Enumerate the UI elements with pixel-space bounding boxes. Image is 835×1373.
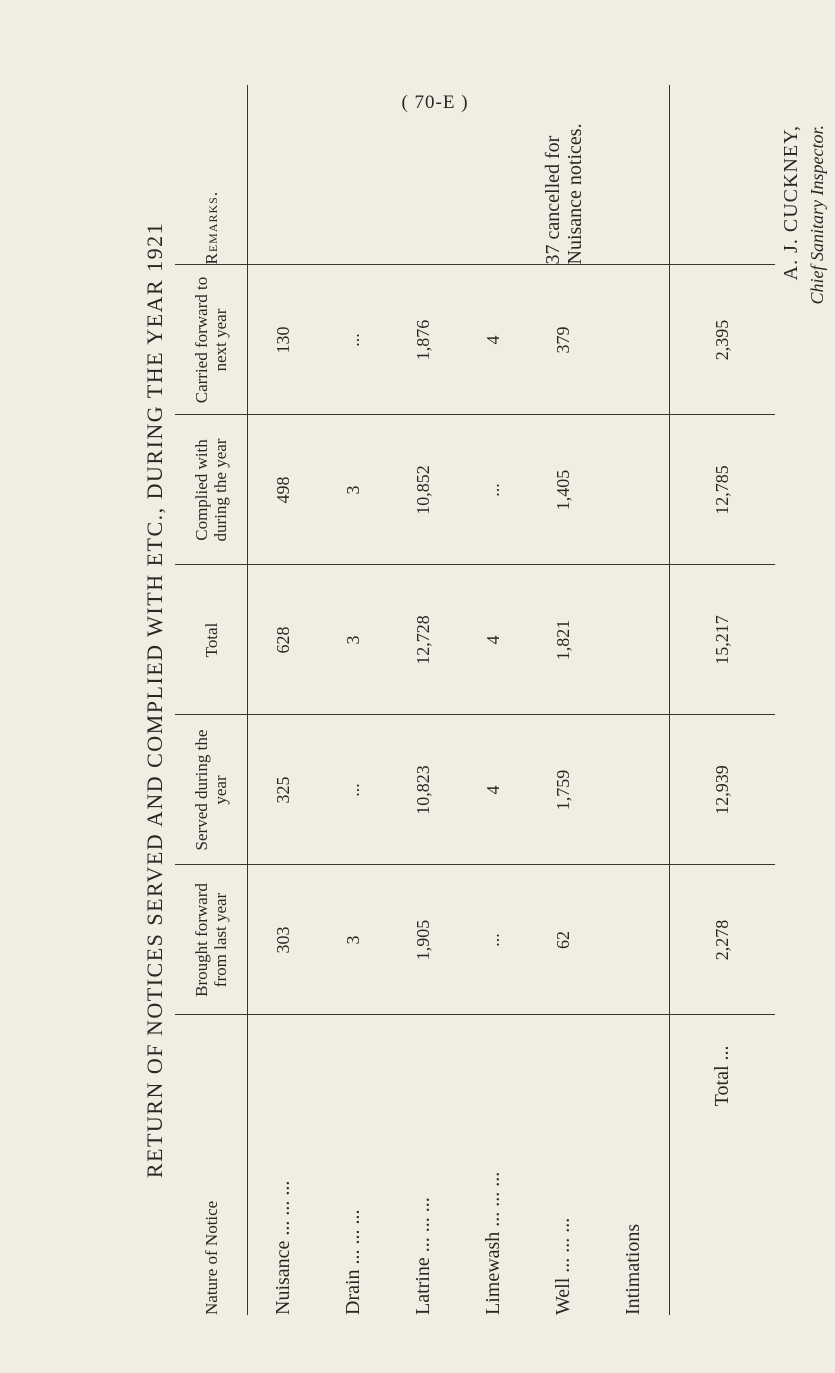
row-complied: 10,852 (389, 415, 459, 565)
row-served: 10,823 (389, 715, 459, 865)
row-complied (599, 415, 670, 565)
row-carried: 4 (459, 265, 529, 415)
row-nature: Well ... ... ... (552, 1217, 575, 1315)
totals-label: Total ... (669, 1015, 775, 1315)
totals-served: 12,939 (669, 715, 775, 865)
row-total: 628 (248, 565, 319, 715)
row-carried: ... (319, 265, 389, 415)
row-total: 12,728 (389, 565, 459, 715)
row-remarks (459, 85, 529, 265)
row-served: 1,759 (529, 715, 599, 865)
page-number: ( 70-E ) (401, 92, 469, 113)
totals-remarks (669, 85, 775, 265)
row-complied: 3 (319, 415, 389, 565)
row-served: ... (319, 715, 389, 865)
row-complied: 1,405 (529, 415, 599, 565)
row-remarks (319, 85, 389, 265)
row-nature: Limewash ... ... ... (482, 1171, 505, 1315)
row-nature: Latrine ... ... ... (412, 1197, 435, 1315)
header-complied: Complied with during the year (175, 415, 248, 565)
row-brought (599, 865, 670, 1015)
header-carried-forward: Carried forward to next year (175, 265, 248, 415)
row-served (599, 715, 670, 865)
totals-row (669, 85, 775, 1315)
return-of-notices-table (175, 85, 775, 1315)
table-row (248, 85, 319, 1315)
row-nature: Intimations (622, 1223, 645, 1315)
row-nature: Nuisance ... ... ... (272, 1180, 294, 1315)
header-brought-forward: Brought forward from last year (175, 865, 248, 1015)
row-served: 4 (459, 715, 529, 865)
row-remarks: 37 cancelled for Nuisance notices. (529, 85, 599, 265)
signature-title: Chief Sanitary Inspector. (807, 125, 827, 305)
totals-carried: 2,395 (669, 265, 775, 415)
table-row (599, 85, 670, 1315)
row-carried: 379 (529, 265, 599, 415)
row-brought: 1,905 (389, 865, 459, 1015)
header-remarks: Remarks. (175, 85, 248, 265)
totals-complied: 12,785 (669, 415, 775, 565)
row-carried: 130 (248, 265, 319, 415)
row-brought: 3 (319, 865, 389, 1015)
row-brought: 303 (248, 865, 319, 1015)
signature-name: A. J. CUCKNEY, (780, 125, 802, 281)
row-remarks (599, 85, 670, 265)
header-served: Served during the year (175, 715, 248, 865)
row-total: 3 (319, 565, 389, 715)
row-complied: 498 (248, 415, 319, 565)
row-total: 4 (459, 565, 529, 715)
row-total: 1,821 (529, 565, 599, 715)
table-row (389, 85, 459, 1315)
table-row (459, 85, 529, 1315)
header-row (175, 85, 248, 1315)
row-complied: ... (459, 415, 529, 565)
rotated-return-table (142, 85, 827, 1315)
row-remarks (248, 85, 319, 265)
row-total (599, 565, 670, 715)
row-carried (599, 265, 670, 415)
row-remarks (389, 85, 459, 265)
row-brought: ... (459, 865, 529, 1015)
header-total: Total (175, 565, 248, 715)
row-served: 325 (248, 715, 319, 865)
table-row (529, 85, 599, 1315)
row-nature: Drain ... ... ... (342, 1209, 365, 1315)
totals-total: 15,217 (669, 565, 775, 715)
totals-brought: 2,278 (669, 865, 775, 1015)
header-nature: Nature of Notice (175, 1015, 248, 1315)
table-row (319, 85, 389, 1315)
row-carried: 1,876 (389, 265, 459, 415)
row-brought: 62 (529, 865, 599, 1015)
table-title: RETURN OF NOTICES SERVED AND COMPLIED WITH ETC., DURING THE YEAR 1921 (142, 221, 167, 1179)
